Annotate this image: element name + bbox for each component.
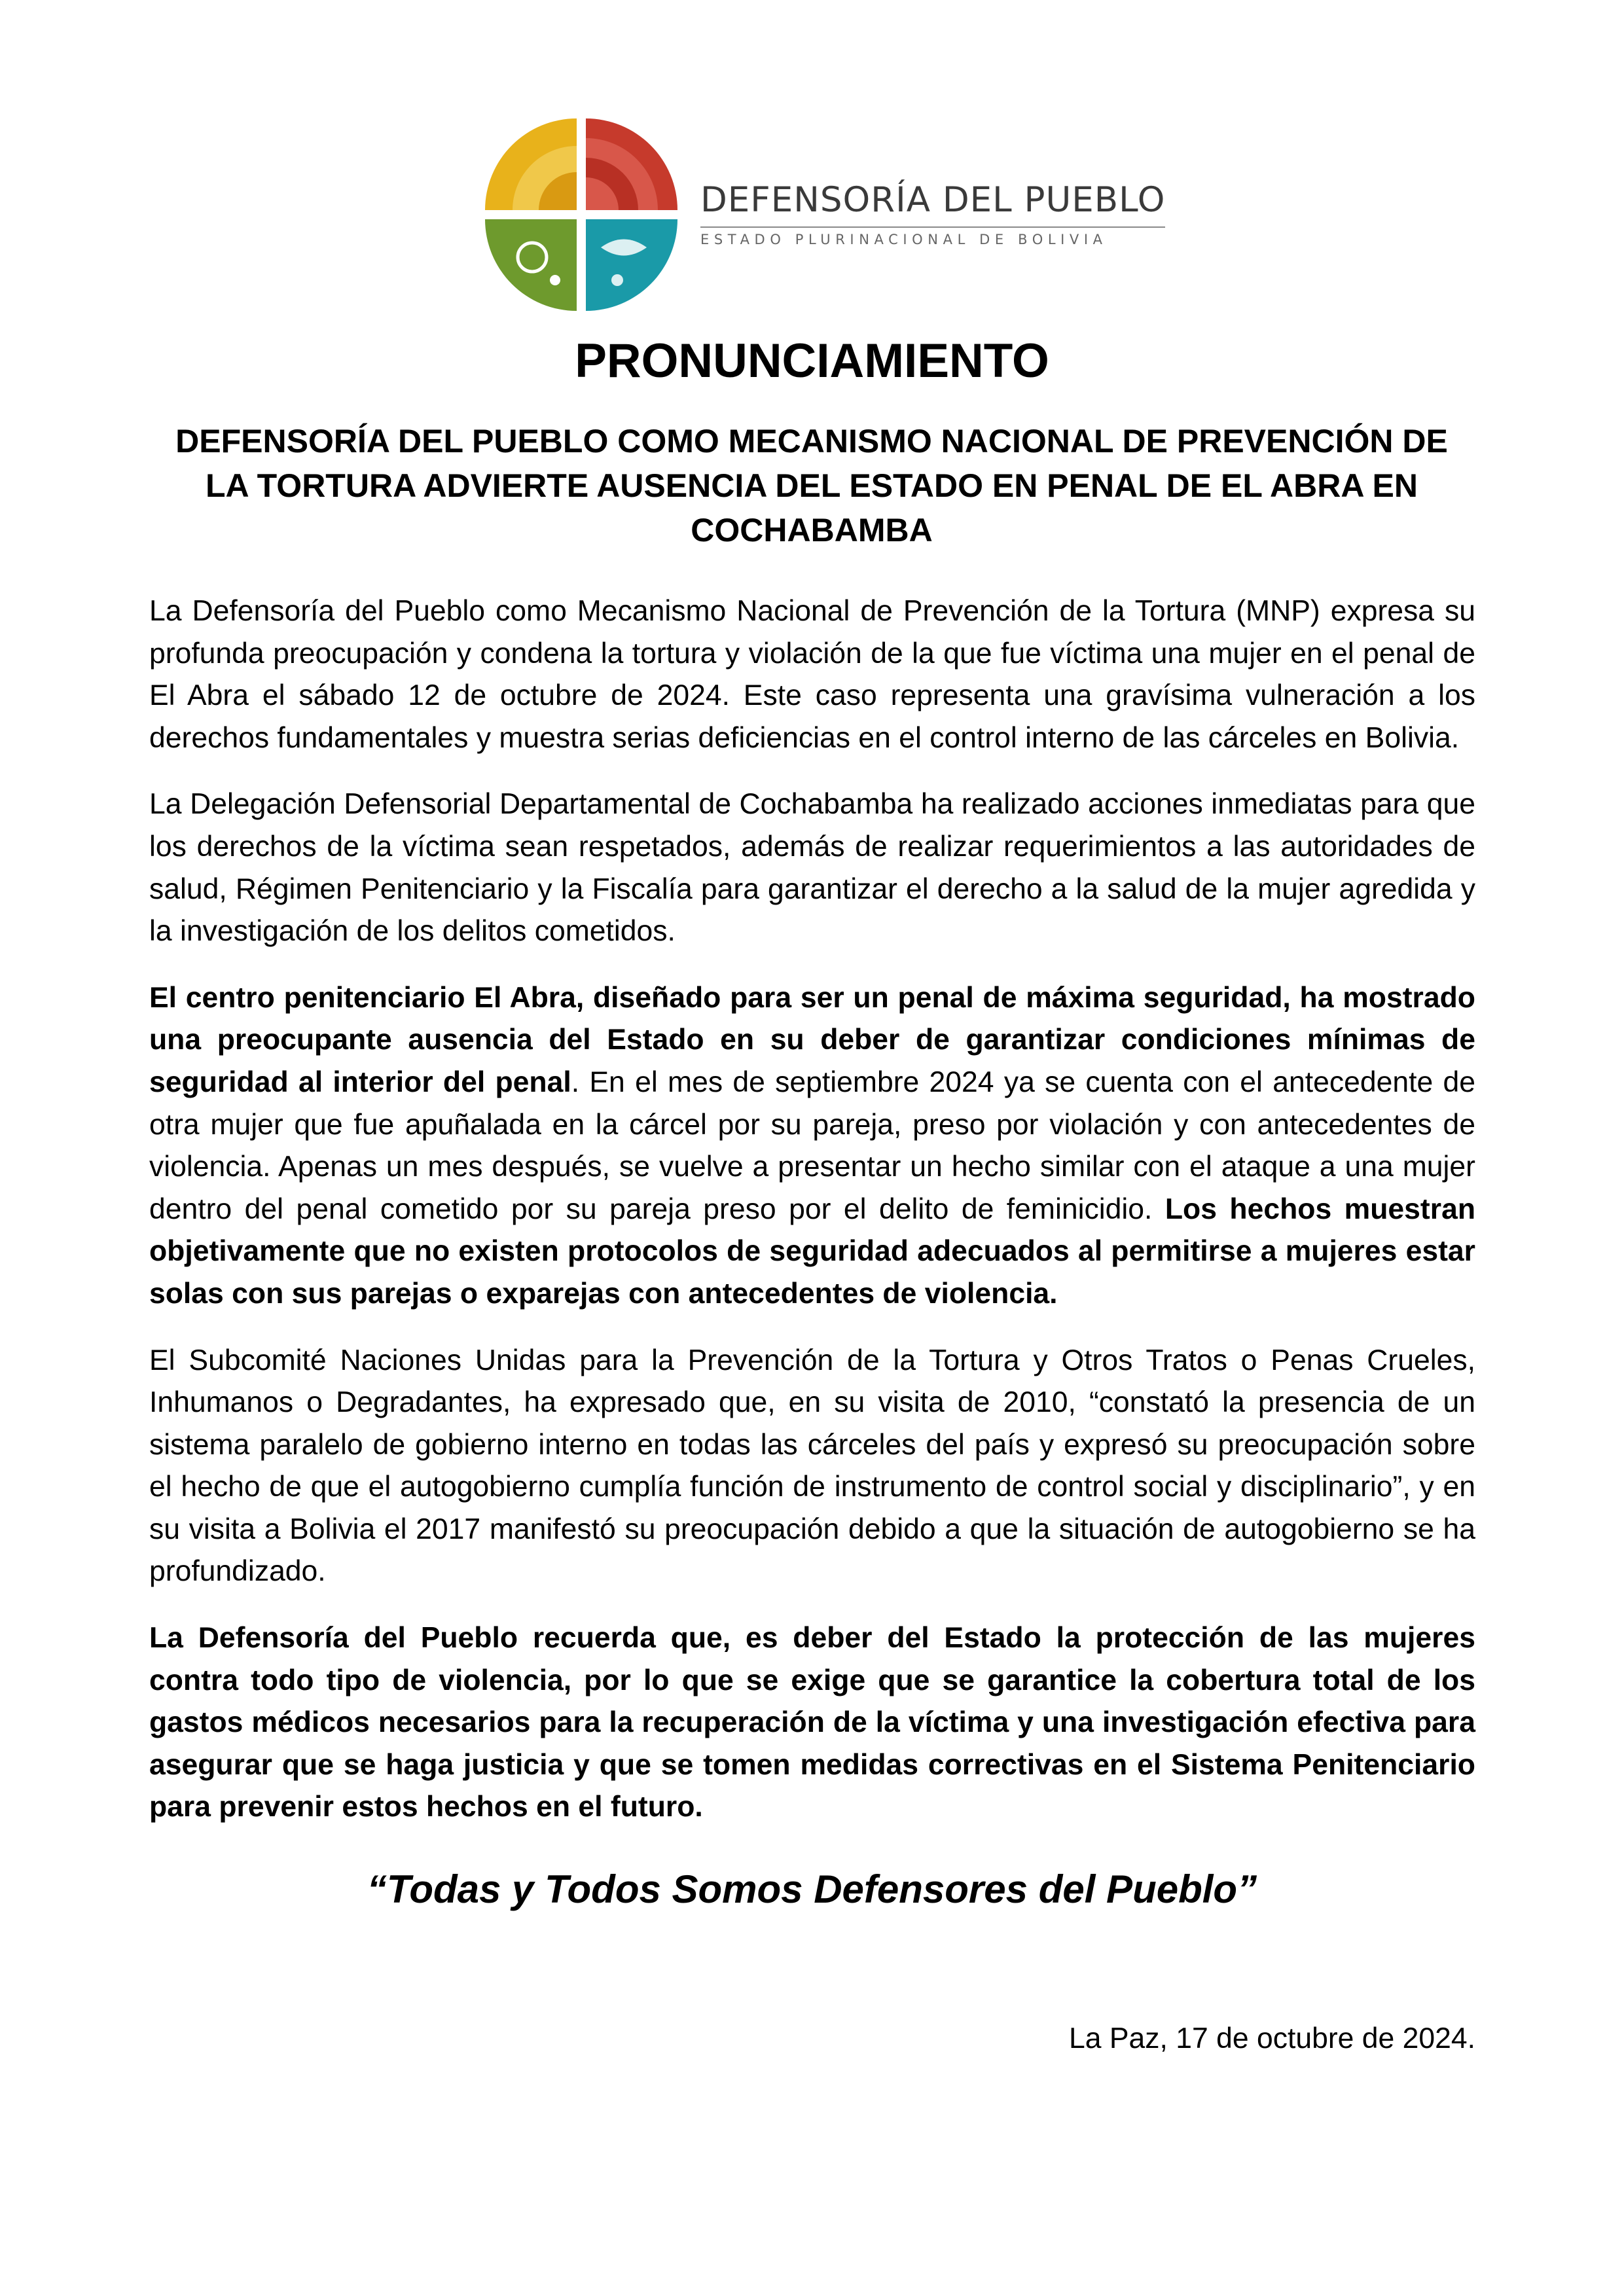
paragraph-5: La Defensoría del Pueblo recuerda que, es deber del Estado la protección de las mujeres contra todo tipo de violencia, por lo que se exige que se garantice la cobertura total de los gastos médicos necesarios para la recuperación de la víctima y una investigación efectiva para asegurar que se haga justicia y que se tomen medidas correctivas en el Sistema Penitenciario para prevenir estos hechos en el futuro. (149, 1622, 1475, 1823)
paragraph-4: El Subcomité Naciones Unidas para la Prevención de la Tortura y Otros Tratos o Penas Crueles, Inhumanos o Degradantes, ha expresado que, en su visita de 2010, “constató la presencia de un sistema paralelo de gobierno interno en todas las cárceles del país y expresó su preocupación sobre el hecho de que el autogobierno cumplía función de instrumento de control social y disciplinario”, y en su visita a Bolivia el 2017 manifestó su preocupación debido a que la situación de autogobierno se ha profundizado. (149, 1344, 1475, 1588)
paragraph-3-normal: . En el mes de septiembre 2024 ya se cuenta con el antecedente de otra mujer que fue apuñalada en la cárcel por su pareja, preso por violación y con antecedentes de violencia. Apenas un mes después, se vuelve a presentar un hecho similar con el ataque a una mujer dentro del penal cometido por su pareja preso por el delito de feminicidio. (149, 1066, 1475, 1225)
paragraph-2: La Delegación Defensorial Departamental de Cochabamba ha realizado acciones inmediatas para que los derechos de la víctima sean respetados, además de realizar requerimientos a las autoridades de salud, Régimen Penitenciario y la Fiscalía para garantizar el derecho a la salud de la mujer agredida y la investigación de los delitos cometidos. (149, 788, 1475, 948)
logo-subtitle: ESTADO PLURINACIONAL DE BOLIVIA (700, 226, 1165, 247)
page-title: PRONUNCIAMIENTO (575, 334, 1049, 387)
paragraph-1: La Defensoría del Pueblo como Mecanismo Nacional de Prevención de la Tortura (MNP) expresa su profunda preocupación y condena la tortura y violación de la que fue víctima una mujer en el penal de El Abra el sábado 12 de octubre de 2024. Este caso representa una gravísima vulneración a los derechos fundamentales y muestra serias deficiencias en el control interno de las cárceles en Bolivia. (149, 595, 1475, 754)
logo-title: DEFENSORÍA DEL PUEBLO (700, 179, 1166, 220)
paragraph-3-bold-b: Los hechos muestran objetivamente que no existen protocolos de seguridad adecuados al permitirse a mujeres estar solas con sus parejas o exparejas con antecedentes de violencia. (149, 1193, 1476, 1310)
paragraph-3 (149, 977, 1475, 1316)
slogan: “Todas y Todos Somos Defensores del Pueblo” (367, 1867, 1257, 1911)
logo (483, 117, 1166, 313)
document-body (149, 590, 1475, 1853)
date-line: La Paz, 17 de octubre de 2024. (1068, 2022, 1475, 2054)
logo-text (700, 179, 1166, 247)
defensoria-emblem-icon (483, 117, 679, 313)
paragraph-3-bold-a: El centro penitenciario El Abra, diseñado para ser un penal de máxima seguridad, ha mostrado una preocupante ausencia del Estado en su deber de garantizar condiciones mínimas de seguridad al interior del penal (149, 981, 1475, 1098)
headline: DEFENSORÍA DEL PUEBLO COMO MECANISMO NACIONAL DE PREVENCIÓN DE LA TORTURA ADVIERTE AUSENCIA DEL ESTADO EN PENAL DE EL ABRA EN COCHABAMBA (175, 423, 1448, 548)
